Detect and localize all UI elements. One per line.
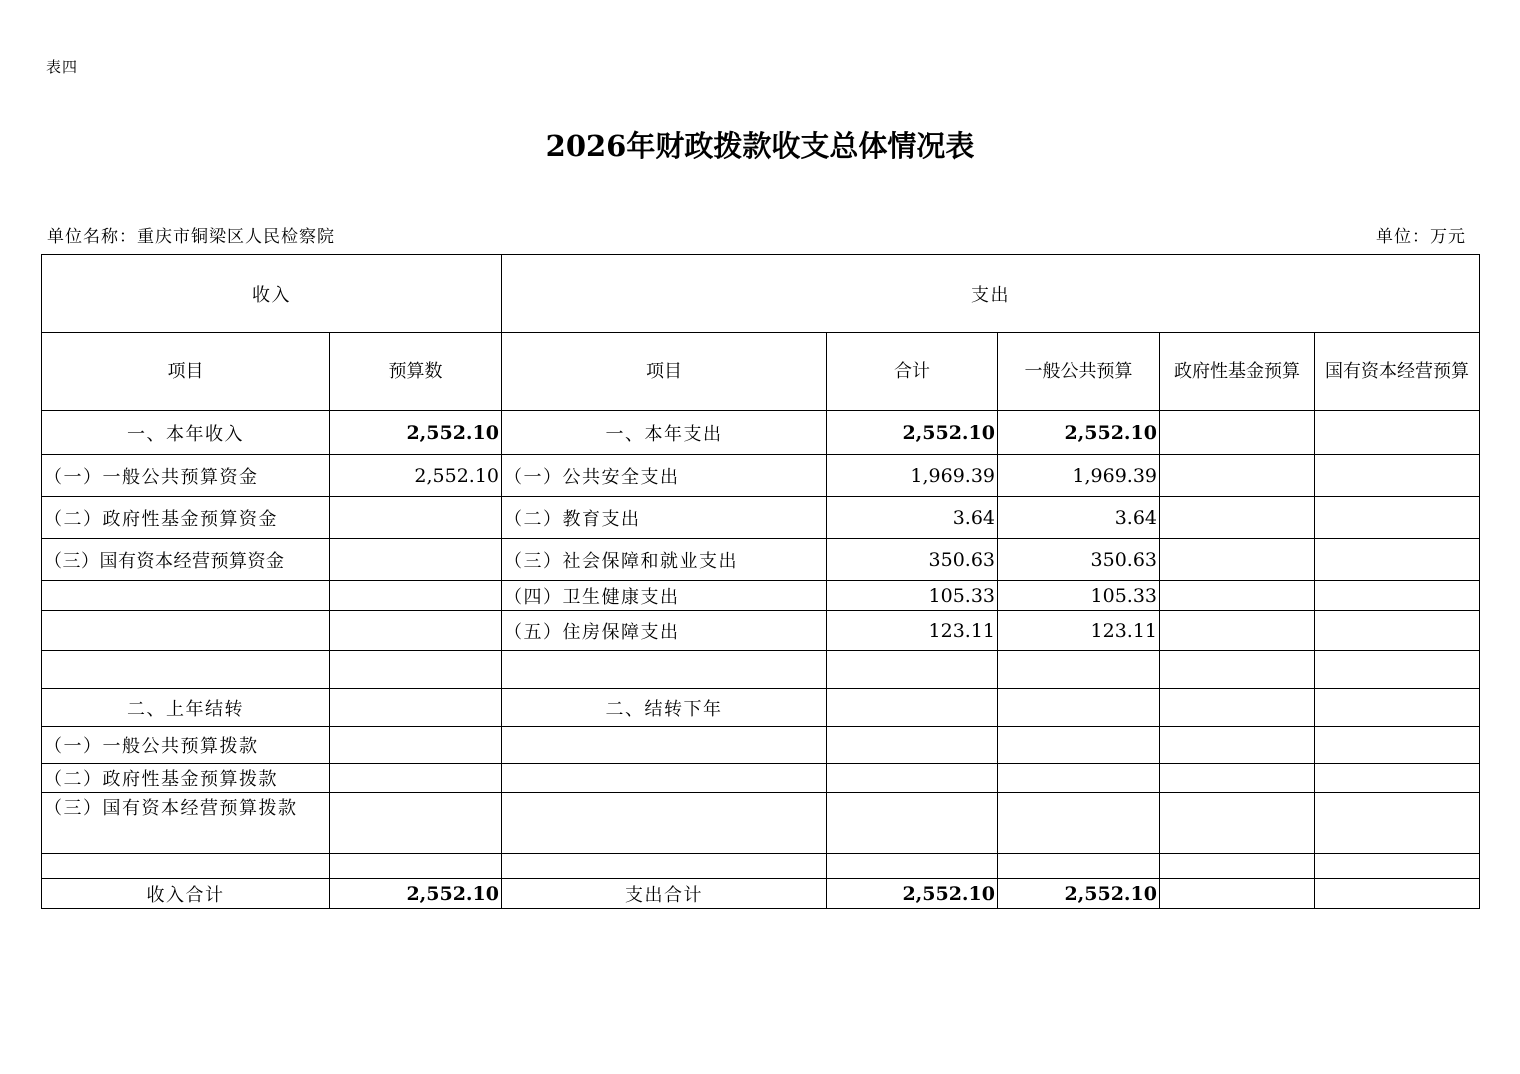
expense-item-cell: （一）公共安全支出 <box>502 455 827 497</box>
state-capital-cell <box>1315 539 1480 581</box>
expense-item-cell: （五）住房保障支出 <box>502 611 827 651</box>
col-income-item: 项目 <box>42 333 330 411</box>
total-cell <box>827 689 998 727</box>
budget-table <box>41 254 1480 909</box>
gov-fund-cell <box>1160 411 1315 455</box>
unit-label: 单位：万元 <box>1376 227 1466 247</box>
total-row <box>42 879 1480 909</box>
col-general-public: 一般公共预算 <box>998 333 1160 411</box>
expense-item-cell <box>502 793 827 854</box>
income-item-cell: （一）一般公共预算拨款 <box>42 727 330 764</box>
income-item-cell: 二、上年结转 <box>42 689 330 727</box>
table-row <box>42 581 1480 611</box>
col-expense-item: 项目 <box>502 333 827 411</box>
expense-item-cell: （三）社会保障和就业支出 <box>502 539 827 581</box>
expense-item-cell: （二）教育支出 <box>502 497 827 539</box>
income-budget-cell: 2,552.10 <box>330 455 502 497</box>
income-budget-cell <box>330 689 502 727</box>
gov-fund-cell <box>1160 727 1315 764</box>
expense-item-cell: 二、结转下年 <box>502 689 827 727</box>
income-item-cell <box>42 854 330 879</box>
total-cell <box>827 793 998 854</box>
expense-item-cell <box>502 727 827 764</box>
unit-name-label: 单位名称：重庆市铜梁区人民检察院 <box>47 227 335 247</box>
general-public-cell <box>998 689 1160 727</box>
income-total-value: 2,552.10 <box>330 879 502 909</box>
income-item-cell <box>42 581 330 611</box>
income-item-cell: （三）国有资本经营预算拨款 <box>42 793 330 854</box>
general-public-cell: 1,969.39 <box>998 455 1160 497</box>
table-row <box>42 455 1480 497</box>
total-cell <box>827 764 998 793</box>
table-row <box>42 764 1480 793</box>
income-item-cell: （二）政府性基金预算资金 <box>42 497 330 539</box>
income-item-cell: （一）一般公共预算资金 <box>42 455 330 497</box>
gov-fund-total-value <box>1160 879 1315 909</box>
state-capital-cell <box>1315 854 1480 879</box>
general-public-total-value: 2,552.10 <box>998 879 1160 909</box>
total-cell: 2,552.10 <box>827 411 998 455</box>
state-capital-cell <box>1315 611 1480 651</box>
general-public-cell: 123.11 <box>998 611 1160 651</box>
table-row <box>42 727 1480 764</box>
income-budget-cell <box>330 539 502 581</box>
table-number: 表四 <box>46 58 79 76</box>
expense-item-cell <box>502 854 827 879</box>
gov-fund-cell <box>1160 793 1315 854</box>
expense-item-cell: 一、本年支出 <box>502 411 827 455</box>
col-total: 合计 <box>827 333 998 411</box>
general-public-cell <box>998 854 1160 879</box>
state-capital-cell <box>1315 581 1480 611</box>
table-row <box>42 497 1480 539</box>
general-public-cell: 105.33 <box>998 581 1160 611</box>
state-capital-cell <box>1315 497 1480 539</box>
state-capital-total-value <box>1315 879 1480 909</box>
expense-total-value: 2,552.10 <box>827 879 998 909</box>
gov-fund-cell <box>1160 764 1315 793</box>
expense-item-cell <box>502 651 827 689</box>
income-item-cell <box>42 611 330 651</box>
state-capital-cell <box>1315 793 1480 854</box>
table-row <box>42 611 1480 651</box>
income-item-cell: （二）政府性基金预算拨款 <box>42 764 330 793</box>
state-capital-cell <box>1315 411 1480 455</box>
state-capital-cell <box>1315 727 1480 764</box>
income-budget-cell <box>330 581 502 611</box>
expense-item-cell: （四）卫生健康支出 <box>502 581 827 611</box>
state-capital-cell <box>1315 651 1480 689</box>
table-row <box>42 793 1480 854</box>
general-public-cell <box>998 793 1160 854</box>
gov-fund-cell <box>1160 651 1315 689</box>
general-public-cell <box>998 651 1160 689</box>
table-row <box>42 411 1480 455</box>
table-row <box>42 854 1480 879</box>
gov-fund-cell <box>1160 581 1315 611</box>
expense-section-header: 支出 <box>502 255 1480 333</box>
table-row <box>42 689 1480 727</box>
income-item-cell: 一、本年收入 <box>42 411 330 455</box>
income-budget-cell: 2,552.10 <box>330 411 502 455</box>
total-cell: 123.11 <box>827 611 998 651</box>
col-gov-fund: 政府性基金预算 <box>1160 333 1315 411</box>
gov-fund-cell <box>1160 539 1315 581</box>
general-public-cell: 3.64 <box>998 497 1160 539</box>
income-budget-cell <box>330 651 502 689</box>
gov-fund-cell <box>1160 455 1315 497</box>
table-row <box>42 539 1480 581</box>
income-section-header: 收入 <box>42 255 502 333</box>
income-budget-cell <box>330 497 502 539</box>
gov-fund-cell <box>1160 854 1315 879</box>
gov-fund-cell <box>1160 611 1315 651</box>
table-row <box>42 651 1480 689</box>
col-income-budget: 预算数 <box>330 333 502 411</box>
general-public-cell: 2,552.10 <box>998 411 1160 455</box>
total-cell <box>827 854 998 879</box>
general-public-cell: 350.63 <box>998 539 1160 581</box>
income-item-cell <box>42 651 330 689</box>
income-item-cell: （三）国有资本经营预算资金 <box>42 539 330 581</box>
page-title: 2026年财政拨款收支总体情况表 <box>545 129 975 163</box>
income-budget-cell <box>330 611 502 651</box>
total-cell: 105.33 <box>827 581 998 611</box>
general-public-cell <box>998 764 1160 793</box>
gov-fund-cell <box>1160 497 1315 539</box>
total-cell <box>827 651 998 689</box>
income-total-label: 收入合计 <box>42 879 330 909</box>
expense-item-cell <box>502 764 827 793</box>
state-capital-cell <box>1315 455 1480 497</box>
total-cell: 3.64 <box>827 497 998 539</box>
expense-total-label: 支出合计 <box>502 879 827 909</box>
state-capital-cell <box>1315 764 1480 793</box>
gov-fund-cell <box>1160 689 1315 727</box>
total-cell: 1,969.39 <box>827 455 998 497</box>
col-state-capital: 国有资本经营预算 <box>1315 333 1480 411</box>
income-budget-cell <box>330 764 502 793</box>
general-public-cell <box>998 727 1160 764</box>
total-cell <box>827 727 998 764</box>
state-capital-cell <box>1315 689 1480 727</box>
total-cell: 350.63 <box>827 539 998 581</box>
income-budget-cell <box>330 854 502 879</box>
income-budget-cell <box>330 793 502 854</box>
income-budget-cell <box>330 727 502 764</box>
